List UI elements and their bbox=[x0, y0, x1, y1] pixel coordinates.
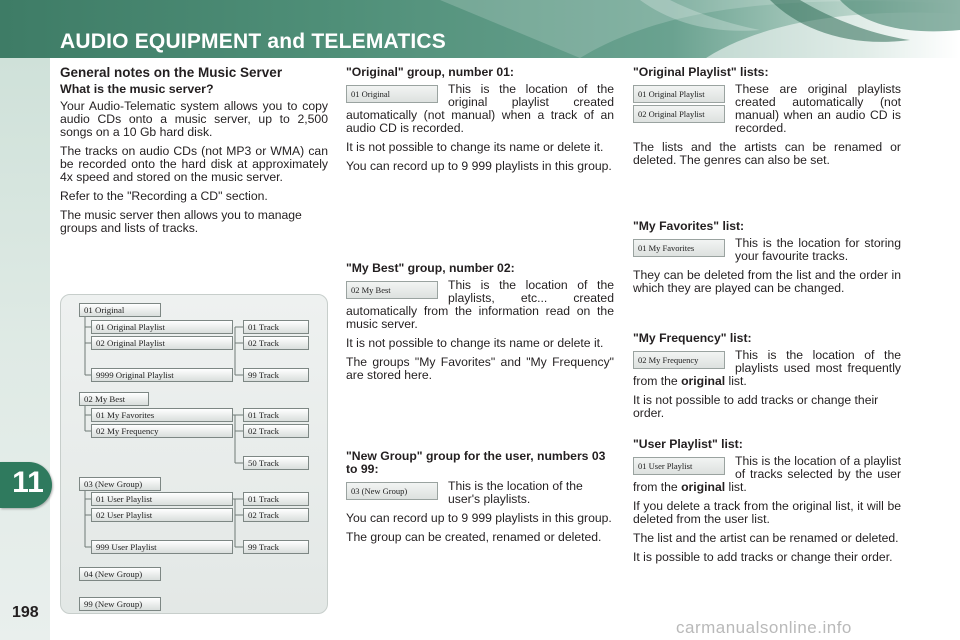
thumbnail-01-original: 01 Original bbox=[346, 85, 438, 103]
thumbnail-02-my-best: 02 My Best bbox=[346, 281, 438, 299]
section-my-favorites bbox=[633, 220, 901, 301]
tree-track: 02 Track bbox=[243, 336, 309, 350]
paragraph: They can be deleted from the list and the order in which they are played can be changed. bbox=[633, 268, 901, 295]
paragraph: You can record up to 9 999 playlists in this group. bbox=[346, 159, 612, 173]
paragraph: It is possible to add tracks or change their order. bbox=[633, 550, 893, 564]
tree-track: 01 Track bbox=[243, 320, 309, 334]
thumbnail-01-original-playlist: 01 Original Playlist bbox=[633, 85, 725, 103]
paragraph: The tracks on audio CDs (not MP3 or WMA) can be recorded onto the hard disk at approximately 4x speed and stored on the music server. bbox=[60, 144, 328, 184]
tree-list-original-01: 01 Original Playlist bbox=[91, 320, 233, 334]
left-sidebar bbox=[0, 58, 50, 640]
section-title: "Original" group, number 01: bbox=[346, 65, 514, 79]
tree-group-04: 04 (New Group) bbox=[79, 567, 161, 581]
paragraph: The group can be created, renamed or deleted. bbox=[346, 530, 602, 544]
paragraph: It is not possible to change its name or delete it. bbox=[346, 140, 604, 154]
section-my-best-group bbox=[346, 262, 614, 388]
thumbnail-02-original-playlist: 02 Original Playlist bbox=[633, 105, 725, 123]
tree-track: 50 Track bbox=[243, 456, 309, 470]
tree-track: 01 Track bbox=[243, 492, 309, 506]
paragraph: The groups "My Favorites" and "My Frequency" are stored here. bbox=[346, 355, 614, 382]
paragraph: Your Audio-Telematic system allows you to copy audio CDs onto a music server, up to 2,500 songs on a 10 Gb hard disk. bbox=[60, 99, 328, 139]
tree-track: 99 Track bbox=[243, 368, 309, 382]
tree-list-original-02: 02 Original Playlist bbox=[91, 336, 233, 350]
section-original-group bbox=[346, 66, 614, 179]
music-server-tree-diagram bbox=[60, 294, 328, 614]
section-new-group bbox=[346, 450, 614, 550]
page-header bbox=[0, 0, 960, 62]
tree-group-01: 01 Original bbox=[79, 303, 161, 317]
thumbnail-01-my-favorites: 01 My Favorites bbox=[633, 239, 725, 257]
thumbnail-01-user-playlist: 01 User Playlist bbox=[633, 457, 725, 475]
section-original-playlist bbox=[633, 66, 901, 173]
leaf-decoration-icon bbox=[440, 0, 960, 62]
section-title: "Original Playlist" lists: bbox=[633, 65, 769, 79]
tree-track: 02 Track bbox=[243, 508, 309, 522]
tree-list-my-frequency: 02 My Frequency bbox=[91, 424, 233, 438]
section-title-general-notes: General notes on the Music Server bbox=[60, 65, 283, 80]
text-run: list. bbox=[728, 480, 747, 494]
emphasis-original: original bbox=[681, 374, 726, 388]
emphasis-original: original bbox=[681, 480, 726, 494]
tree-list-my-favorites: 01 My Favorites bbox=[91, 408, 233, 422]
paragraph: This is the location of the playlists, etc... created automatically from the information read on the music server. bbox=[346, 278, 614, 331]
chapter-number: 11 bbox=[12, 466, 44, 499]
tree-list-user-999: 999 User Playlist bbox=[91, 540, 233, 554]
thumbnail-02-my-frequency: 02 My Frequency bbox=[633, 351, 725, 369]
section-user-playlist bbox=[633, 438, 901, 570]
tree-list-user-02: 02 User Playlist bbox=[91, 508, 233, 522]
paragraph: The lists and the artists can be renamed or deleted. The genres can also be set. bbox=[633, 140, 901, 167]
paragraph: It is not possible to change its name or delete it. bbox=[346, 336, 604, 350]
text-run: list. bbox=[728, 374, 747, 388]
paragraph: If you delete a track from the original list, it will be deleted from the user list. bbox=[633, 499, 901, 526]
paragraph: This is the location of the user's playlists. bbox=[448, 479, 583, 506]
paragraph: The list and the artist can be renamed or deleted. bbox=[633, 531, 899, 545]
paragraph: It is not possible to add tracks or change their order. bbox=[633, 393, 879, 420]
section-subtitle-what-is: What is the music server? bbox=[60, 82, 214, 96]
column-general-notes bbox=[60, 66, 328, 241]
tree-list-user-01: 01 User Playlist bbox=[91, 492, 233, 506]
section-title: "My Best" group, number 02: bbox=[346, 261, 515, 275]
page-title: AUDIO EQUIPMENT and TELEMATICS bbox=[60, 30, 446, 53]
thumbnail-03-new-group: 03 (New Group) bbox=[346, 482, 438, 500]
tree-list-original-9999: 9999 Original Playlist bbox=[91, 368, 233, 382]
thumbnail-stack bbox=[633, 85, 725, 125]
tree-group-03: 03 (New Group) bbox=[79, 477, 161, 491]
section-title: "My Favorites" list: bbox=[633, 219, 745, 233]
paragraph: These are original playlists created automatically (not manual) when an audio CD is recorded. bbox=[735, 82, 901, 135]
tree-track: 01 Track bbox=[243, 408, 309, 422]
paragraph: You can record up to 9 999 playlists in this group. bbox=[346, 511, 612, 525]
tree-track: 02 Track bbox=[243, 424, 309, 438]
paragraph: This is the location of the original playlist created automatically (not manual) when a track of an audio CD is recorded. bbox=[346, 82, 614, 135]
watermark-text: carmanualsonline.info bbox=[676, 618, 852, 637]
tree-group-02: 02 My Best bbox=[79, 392, 149, 406]
text-run: This is the location of the playlists used most frequently from the bbox=[633, 348, 901, 388]
tree-track: 99 Track bbox=[243, 540, 309, 554]
tree-group-99: 99 (New Group) bbox=[79, 597, 161, 611]
text-run: This is the location of a playlist of tracks selected by the user from the bbox=[633, 454, 901, 494]
section-my-frequency bbox=[633, 332, 901, 426]
paragraph: This is the location for storing your favourite tracks. bbox=[735, 236, 901, 263]
section-title: "My Frequency" list: bbox=[633, 331, 752, 345]
paragraph: The music server then allows you to manage groups and lists of tracks. bbox=[60, 208, 302, 235]
paragraph: Refer to the "Recording a CD" section. bbox=[60, 189, 268, 203]
section-title: "User Playlist" list: bbox=[633, 437, 743, 451]
page-number: 198 bbox=[12, 604, 39, 621]
section-title: "New Group" group for the user, numbers 03 to 99: bbox=[346, 449, 606, 476]
